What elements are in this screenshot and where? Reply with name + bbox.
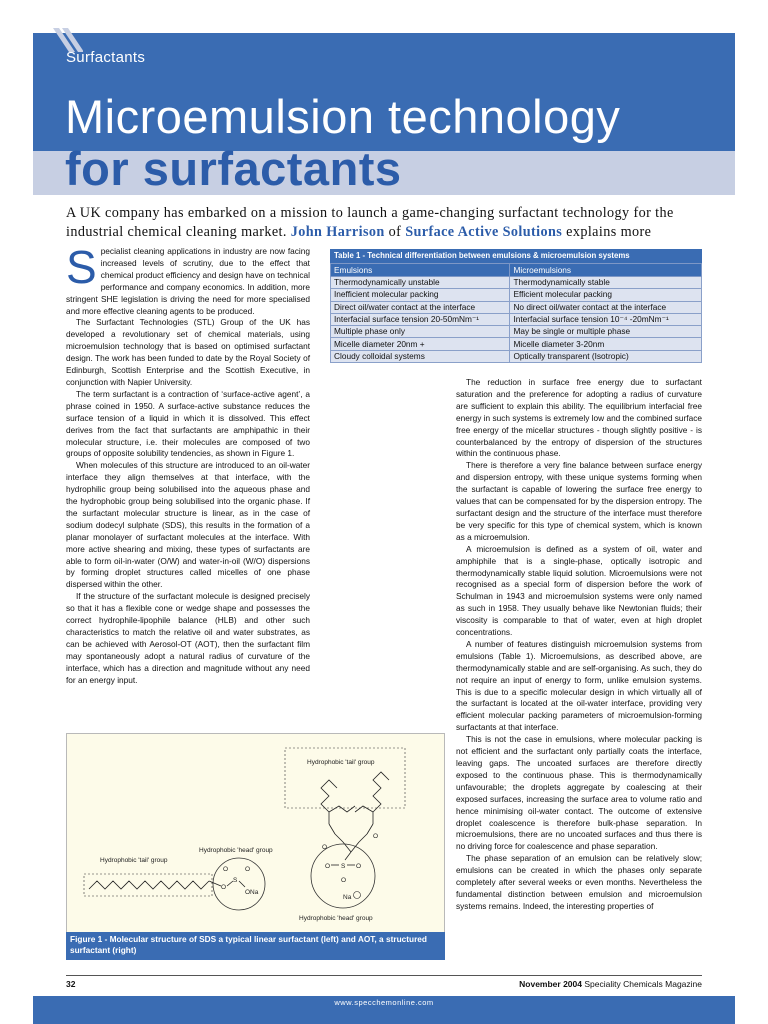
table-cell: Thermodynamically unstable [331, 277, 510, 289]
table-row [331, 350, 702, 362]
sds-s-label: S [233, 877, 238, 884]
table-cell: No direct oil/water contact at the interface [510, 301, 702, 313]
magazine-name: Speciality Chemicals Magazine [584, 979, 702, 989]
body-paragraph: When molecules of this structure are introduced to an oil-water interface they align themselves at that interface, with the hydrophilic group being solubilised into the aqueous phase and the hydrophobic group being solubilised into the organic phase. If the surfactant molecular structure is linear, as in the case of sodium dodecyl sulphate (SDS), this results in the formation of a planar monolayer of surfactant molecules at the interface. With more active shearing and mixing, these types of surfactants are able to form oil-in-water (O/W) and water-in-oil (W/O) dispersions by forming droplet structures called micelles of one phase dispersed within the other. [66, 460, 310, 590]
figure-caption: Figure 1 - Molecular structure of SDS a typical linear surfactant (left) and AOT, a structured surfactant (right) [66, 932, 445, 960]
table-cell: Micelle diameter 3-20nm [510, 338, 702, 350]
label-head-left: Hydrophobic 'head' group [199, 847, 273, 854]
table-row [331, 313, 702, 325]
sds-o-right-label: O [245, 866, 251, 873]
sds-ona-label: ONa [245, 889, 259, 896]
table-header-cell: Microemulsions [510, 264, 702, 277]
left-column [66, 241, 310, 687]
table-row [331, 326, 702, 338]
body-paragraph: If the structure of the surfactant molecule is designed precisely so that it has a flexible cone or wedge shape and possesses the correct hydrophile-lipophile balance (HLB) and other such characteristics to match the relative oil and water substrates, as can be achieved with Aerosol-OT (AOT), then the surfactant film may spontaneously adopt a natural radius of curvature of the interface, which has a direction and magnitude without any need for an energy input. [66, 591, 310, 685]
sds-o-top-label: O [223, 866, 229, 873]
table-cell: Thermodynamically stable [510, 277, 702, 289]
body-paragraph: The Surfactant Technologies (STL) Group of the UK has developed a revolutionary set of chemical materials, using microemulsion technology that is based on optimised surfactant design. The work has been funded to date by the Royal Society of Edinburgh, Scottish Enterprise and the Scottish Executive, in conjunction with Napier University. [66, 317, 310, 387]
table-cell: Micelle diameter 20nm + [331, 338, 510, 350]
figure-1 [66, 733, 445, 960]
table-header-cell: Emulsions [331, 264, 510, 277]
table-header-row [331, 264, 702, 277]
table-cell: Multiple phase only [331, 326, 510, 338]
drop-cap: S [66, 241, 97, 293]
right-column [456, 377, 702, 913]
standfirst-outro: explains more [566, 224, 652, 240]
aot-s-label: S [341, 863, 346, 870]
table-row [331, 301, 702, 313]
body-paragraph: The phase separation of an emulsion can be relatively slow; emulsions can be created in which the phases only separate completely after several weeks or even months. Nevertheless the fundamental distinction between emulsion and microemulsion systems remains. Indeed, the interesting properties of [456, 853, 702, 911]
body-paragraph: A number of features distinguish microemulsion systems from emulsions (Table 1). Microemulsions, as described above, are thermodynamically stable and are self-organising. As such, they do not require an input of energy to form, unlike emulsion systems. This is due to a specific molecular design in which virtually all of the surfactant is located at the oil-water interface, providing very efficient molecular packing parameters of microemulsion-forming surfactants at that interface. [456, 638, 702, 733]
sds-tail-chain [89, 881, 209, 889]
body-paragraph: This is not the case in emulsions, where molecular packing is not efficient and the surfactant only partially coats the interface, leaving gaps. The uncoated surfaces are therefore directly exposed to the continuous phase. This is thermodynamically unfavourable; the droplets aggregate by coalescing at their exposed surfaces, increasing the surface area to volume ratio and hence minimising oil-water contact. The outcome of extensive droplet coalescence is therefore bulk-phase separation. In microemulsions, there are no uncoated surfaces and thus there is no driving force for coalescence and phase separation. [456, 734, 702, 852]
section-tag: Surfactants [66, 49, 146, 66]
table-cell: Interfacial surface tension 10⁻⁴ -20mNm⁻¹ [510, 313, 702, 325]
company-name: Surface Active Solutions [405, 224, 563, 240]
table-cell: Optically transparent (Isotropic) [510, 350, 702, 362]
masthead [519, 979, 702, 989]
table-caption: Table 1 - Technical differentiation between emulsions & microemulsion systems [330, 249, 702, 263]
table-cell: Efficient molecular packing [510, 289, 702, 301]
body-paragraph: There is therefore a very fine balance between surface energy and dispersion entropy, with these unique systems forming when the surfactant is capable of lowering the surface free energy to values that can be compensated for by the dispersion entropy. The surfactant design and the structure of the interface must therefore be very specific for this type of chemical system, which is known as a microemulsion. [456, 460, 702, 542]
table-cell: Inefficient molecular packing [331, 289, 510, 301]
aot-na-label: Na [343, 894, 352, 901]
table-row [331, 289, 702, 301]
table-row [331, 338, 702, 350]
headline-line-1: Microemulsion technology [65, 90, 621, 143]
aot-o-left-label: O [322, 844, 328, 851]
headline-line-2: for surfactants [65, 142, 402, 195]
label-tail-right: Hydrophobic 'tail' group [307, 759, 375, 766]
table-cell: Direct oil/water contact at the interface [331, 301, 510, 313]
aot-o-right-label: O [373, 833, 379, 840]
aot-tail-chain-right [373, 772, 389, 824]
table-row [331, 277, 702, 289]
aot-o-bottom-label: O [341, 877, 347, 884]
author-name: John Harrison [290, 224, 385, 240]
table-cell: May be single or multiple phase [510, 326, 702, 338]
standfirst-of: of [388, 224, 402, 240]
comparison-table [330, 249, 702, 363]
label-head-right: Hydrophobic 'head' group [299, 915, 373, 922]
sds-o-label: O [221, 884, 227, 891]
standfirst-intro: A UK company has embarked on a mission to launch a game-changing surfactant technology for the industrial chemical cleaning market. [66, 205, 674, 240]
standfirst [66, 204, 706, 242]
table [330, 263, 702, 363]
issue-date: November 2004 [519, 979, 582, 989]
body-paragraph: The reduction in surface free energy due to surfactant saturation and the preference for adopting a radius of curvature are sufficient to explain this ability. The equilibrium interfacial free energy in such systems is extremely low and the combined surface free energy of the micellar structures - though slightly positive - is counterbalanced by the entropy of dispersion of the structures within the continuous phase. [456, 377, 702, 459]
website-link[interactable]: www.specchemonline.com [334, 998, 434, 1007]
molecular-structure-diagram [67, 734, 444, 934]
page-number: 32 [66, 979, 76, 989]
body-paragraph: Specialist cleaning applications in industry are now facing increased levels of scrutiny, due to the effect that chemical product efficiency and design have on technical performance and company economics. In addition, more stringent SHE legislation is driving the need for more specialised and more effective cleaning agents to be produced. [66, 241, 310, 316]
label-tail-left: Hydrophobic 'tail' group [100, 857, 168, 864]
table-cell: Interfacial surface tension 20-50mNm⁻¹ [331, 313, 510, 325]
aot-o-left-s-label: O [325, 863, 331, 870]
footer-rule [66, 975, 702, 976]
aot-o-right-s-label: O [356, 863, 362, 870]
aot-tail-chain-left [321, 780, 337, 824]
body-paragraph: A microemulsion is defined as a system of oil, water and amphiphile that is a single-phase, optically isotropic and thermodynamically stable liquid solution. Microemulsions were not recognised as a special form of dispersion before the work of Schulman in 1943 and microemulsion systems were only named as such in 1958. They usually behave like Newtonian fluids; their viscosity is comparable to that of water, even at high droplet concentrations. [456, 543, 702, 638]
body-paragraph: The term surfactant is a contraction of ‘surface-active agent’, a phrase coined in 1950. A surface-active substance reduces the surface tension of a liquid in which it is dissolved. This effect derives from the fact that surfactants are amphipathic in their molecular structure, i.e. their molecules are composed of two groups of opposite solubility tendencies, as shown in Figure 1. [66, 388, 310, 459]
sds-tail-box [84, 874, 212, 896]
table-cell: Cloudy colloidal systems [331, 350, 510, 362]
